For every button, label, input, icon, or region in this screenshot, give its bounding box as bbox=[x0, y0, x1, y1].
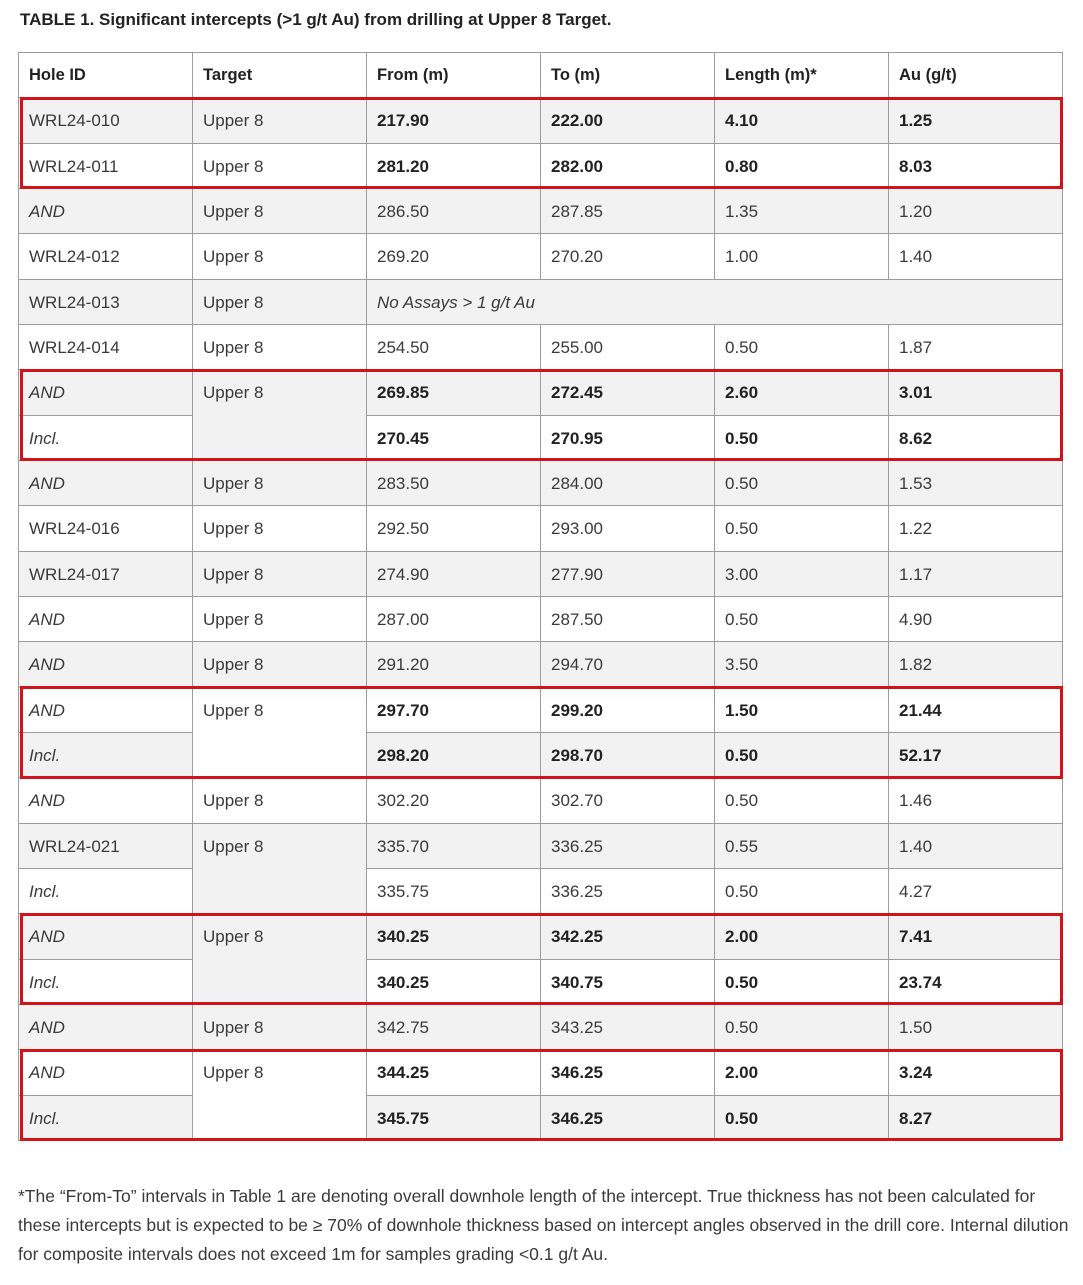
cell-from: 345.75 bbox=[367, 1095, 541, 1140]
cell-au: 7.41 bbox=[889, 914, 1063, 959]
cell-from: 340.25 bbox=[367, 914, 541, 959]
cell-hole-id: WRL24-021 bbox=[19, 823, 193, 868]
cell-length: 0.50 bbox=[715, 732, 889, 777]
table-body bbox=[19, 98, 1063, 1141]
cell-length: 2.60 bbox=[715, 370, 889, 415]
cell-au: 52.17 bbox=[889, 732, 1063, 777]
table-row bbox=[19, 732, 1063, 777]
cell-au: 1.40 bbox=[889, 823, 1063, 868]
cell-au: 1.25 bbox=[889, 98, 1063, 143]
cell-to: 284.00 bbox=[541, 460, 715, 505]
cell-target: Upper 8 bbox=[193, 460, 367, 505]
cell-length: 0.50 bbox=[715, 1095, 889, 1140]
cell-target: Upper 8 bbox=[193, 778, 367, 823]
cell-hole-id: AND bbox=[19, 1050, 193, 1095]
cell-to: 336.25 bbox=[541, 823, 715, 868]
cell-target: Upper 8 bbox=[193, 370, 367, 461]
cell-to: 287.85 bbox=[541, 188, 715, 233]
cell-note: No Assays > 1 g/t Au bbox=[367, 279, 1063, 324]
cell-from: 335.75 bbox=[367, 868, 541, 913]
table-row bbox=[19, 687, 1063, 732]
cell-au: 3.24 bbox=[889, 1050, 1063, 1095]
cell-target: Upper 8 bbox=[193, 234, 367, 279]
cell-from: 291.20 bbox=[367, 642, 541, 687]
cell-au: 1.20 bbox=[889, 188, 1063, 233]
cell-length: 0.50 bbox=[715, 460, 889, 505]
cell-length: 0.50 bbox=[715, 868, 889, 913]
cell-au: 8.62 bbox=[889, 415, 1063, 460]
cell-from: 283.50 bbox=[367, 460, 541, 505]
cell-au: 1.82 bbox=[889, 642, 1063, 687]
cell-au: 4.27 bbox=[889, 868, 1063, 913]
cell-hole-id: WRL24-013 bbox=[19, 279, 193, 324]
cell-from: 335.70 bbox=[367, 823, 541, 868]
cell-length: 2.00 bbox=[715, 1050, 889, 1095]
cell-au: 3.01 bbox=[889, 370, 1063, 415]
cell-to: 282.00 bbox=[541, 143, 715, 188]
cell-to: 293.00 bbox=[541, 506, 715, 551]
table-row bbox=[19, 234, 1063, 279]
cell-to: 222.00 bbox=[541, 98, 715, 143]
cell-length: 0.80 bbox=[715, 143, 889, 188]
cell-hole-id: AND bbox=[19, 778, 193, 823]
cell-target: Upper 8 bbox=[193, 642, 367, 687]
cell-hole-id: WRL24-010 bbox=[19, 98, 193, 143]
header-length: Length (m)* bbox=[715, 53, 889, 98]
cell-to: 336.25 bbox=[541, 868, 715, 913]
cell-from: 270.45 bbox=[367, 415, 541, 460]
cell-au: 4.90 bbox=[889, 596, 1063, 641]
cell-length: 1.00 bbox=[715, 234, 889, 279]
cell-length: 2.00 bbox=[715, 914, 889, 959]
cell-from: 269.20 bbox=[367, 234, 541, 279]
cell-target: Upper 8 bbox=[193, 279, 367, 324]
cell-au: 1.53 bbox=[889, 460, 1063, 505]
cell-to: 346.25 bbox=[541, 1095, 715, 1140]
table-row bbox=[19, 596, 1063, 641]
cell-to: 277.90 bbox=[541, 551, 715, 596]
cell-hole-id: WRL24-017 bbox=[19, 551, 193, 596]
cell-hole-id: AND bbox=[19, 460, 193, 505]
cell-length: 0.50 bbox=[715, 1004, 889, 1049]
cell-hole-id: AND bbox=[19, 1004, 193, 1049]
table-row bbox=[19, 1004, 1063, 1049]
table-row bbox=[19, 1050, 1063, 1095]
cell-length: 0.55 bbox=[715, 823, 889, 868]
cell-from: 287.00 bbox=[367, 596, 541, 641]
table-row bbox=[19, 959, 1063, 1004]
table-row bbox=[19, 551, 1063, 596]
cell-hole-id: AND bbox=[19, 914, 193, 959]
header-hole-id: Hole ID bbox=[19, 53, 193, 98]
intercepts-table bbox=[18, 52, 1063, 1141]
table-header bbox=[19, 53, 1063, 98]
cell-au: 1.22 bbox=[889, 506, 1063, 551]
table-row bbox=[19, 642, 1063, 687]
cell-au: 8.03 bbox=[889, 143, 1063, 188]
cell-hole-id: AND bbox=[19, 188, 193, 233]
cell-to: 343.25 bbox=[541, 1004, 715, 1049]
table-row bbox=[19, 823, 1063, 868]
table-row bbox=[19, 324, 1063, 369]
cell-from: 340.25 bbox=[367, 959, 541, 1004]
cell-target: Upper 8 bbox=[193, 506, 367, 551]
cell-to: 287.50 bbox=[541, 596, 715, 641]
cell-target: Upper 8 bbox=[193, 188, 367, 233]
cell-hole-id: Incl. bbox=[19, 868, 193, 913]
cell-length: 1.35 bbox=[715, 188, 889, 233]
cell-length: 3.00 bbox=[715, 551, 889, 596]
cell-length: 4.10 bbox=[715, 98, 889, 143]
table-title: TABLE 1. Significant intercepts (>1 g/t Au) from drilling at Upper 8 Target. bbox=[20, 10, 612, 29]
cell-to: 340.75 bbox=[541, 959, 715, 1004]
header-target: Target bbox=[193, 53, 367, 98]
cell-length: 0.50 bbox=[715, 506, 889, 551]
cell-hole-id: WRL24-014 bbox=[19, 324, 193, 369]
cell-target: Upper 8 bbox=[193, 914, 367, 1005]
cell-from: 254.50 bbox=[367, 324, 541, 369]
cell-target: Upper 8 bbox=[193, 551, 367, 596]
cell-to: 255.00 bbox=[541, 324, 715, 369]
table-row bbox=[19, 914, 1063, 959]
cell-from: 281.20 bbox=[367, 143, 541, 188]
cell-hole-id: Incl. bbox=[19, 732, 193, 777]
cell-to: 270.20 bbox=[541, 234, 715, 279]
cell-hole-id: AND bbox=[19, 370, 193, 415]
cell-hole-id: WRL24-011 bbox=[19, 143, 193, 188]
cell-target: Upper 8 bbox=[193, 98, 367, 143]
cell-hole-id: AND bbox=[19, 687, 193, 732]
table-row bbox=[19, 460, 1063, 505]
cell-hole-id: AND bbox=[19, 596, 193, 641]
cell-length: 0.50 bbox=[715, 596, 889, 641]
header-row bbox=[19, 53, 1063, 98]
cell-target: Upper 8 bbox=[193, 687, 367, 778]
cell-from: 297.70 bbox=[367, 687, 541, 732]
cell-from: 344.25 bbox=[367, 1050, 541, 1095]
table-row bbox=[19, 778, 1063, 823]
table-row bbox=[19, 506, 1063, 551]
cell-hole-id: Incl. bbox=[19, 415, 193, 460]
cell-hole-id: Incl. bbox=[19, 1095, 193, 1140]
cell-to: 270.95 bbox=[541, 415, 715, 460]
cell-length: 0.50 bbox=[715, 778, 889, 823]
cell-target: Upper 8 bbox=[193, 596, 367, 641]
cell-hole-id: WRL24-012 bbox=[19, 234, 193, 279]
cell-to: 298.70 bbox=[541, 732, 715, 777]
cell-from: 292.50 bbox=[367, 506, 541, 551]
cell-hole-id: WRL24-016 bbox=[19, 506, 193, 551]
cell-to: 294.70 bbox=[541, 642, 715, 687]
table-row bbox=[19, 1095, 1063, 1140]
table-row bbox=[19, 868, 1063, 913]
table-row bbox=[19, 279, 1063, 324]
cell-from: 302.20 bbox=[367, 778, 541, 823]
cell-length: 0.50 bbox=[715, 415, 889, 460]
cell-au: 8.27 bbox=[889, 1095, 1063, 1140]
header-to: To (m) bbox=[541, 53, 715, 98]
table-row bbox=[19, 370, 1063, 415]
cell-length: 1.50 bbox=[715, 687, 889, 732]
cell-length: 3.50 bbox=[715, 642, 889, 687]
table-row bbox=[19, 415, 1063, 460]
cell-from: 217.90 bbox=[367, 98, 541, 143]
cell-au: 1.46 bbox=[889, 778, 1063, 823]
cell-from: 298.20 bbox=[367, 732, 541, 777]
cell-hole-id: Incl. bbox=[19, 959, 193, 1004]
cell-from: 269.85 bbox=[367, 370, 541, 415]
cell-to: 272.45 bbox=[541, 370, 715, 415]
cell-target: Upper 8 bbox=[193, 823, 367, 914]
cell-from: 274.90 bbox=[367, 551, 541, 596]
cell-to: 342.25 bbox=[541, 914, 715, 959]
cell-target: Upper 8 bbox=[193, 143, 367, 188]
header-from: From (m) bbox=[367, 53, 541, 98]
cell-from: 286.50 bbox=[367, 188, 541, 233]
table-row bbox=[19, 98, 1063, 143]
cell-target: Upper 8 bbox=[193, 1050, 367, 1141]
cell-length: 0.50 bbox=[715, 959, 889, 1004]
cell-to: 302.70 bbox=[541, 778, 715, 823]
table-row bbox=[19, 188, 1063, 233]
cell-length: 0.50 bbox=[715, 324, 889, 369]
header-au: Au (g/t) bbox=[889, 53, 1063, 98]
cell-au: 21.44 bbox=[889, 687, 1063, 732]
cell-au: 1.17 bbox=[889, 551, 1063, 596]
cell-au: 23.74 bbox=[889, 959, 1063, 1004]
cell-to: 346.25 bbox=[541, 1050, 715, 1095]
footnote: *The “From-To” intervals in Table 1 are denoting overall downhole length of the intercept. True thickness has not been calculated for these intercepts but is expected to be ≥ 70% of downhole thickness based on intercept angles observed in the drill core. Internal dilution for composite intervals does not exceed 1m for samples grading <0.1 g/t Au. bbox=[18, 1186, 1069, 1264]
cell-au: 1.50 bbox=[889, 1004, 1063, 1049]
cell-target: Upper 8 bbox=[193, 324, 367, 369]
cell-to: 299.20 bbox=[541, 687, 715, 732]
cell-hole-id: AND bbox=[19, 642, 193, 687]
table-row bbox=[19, 143, 1063, 188]
cell-au: 1.40 bbox=[889, 234, 1063, 279]
cell-target: Upper 8 bbox=[193, 1004, 367, 1049]
cell-au: 1.87 bbox=[889, 324, 1063, 369]
cell-from: 342.75 bbox=[367, 1004, 541, 1049]
